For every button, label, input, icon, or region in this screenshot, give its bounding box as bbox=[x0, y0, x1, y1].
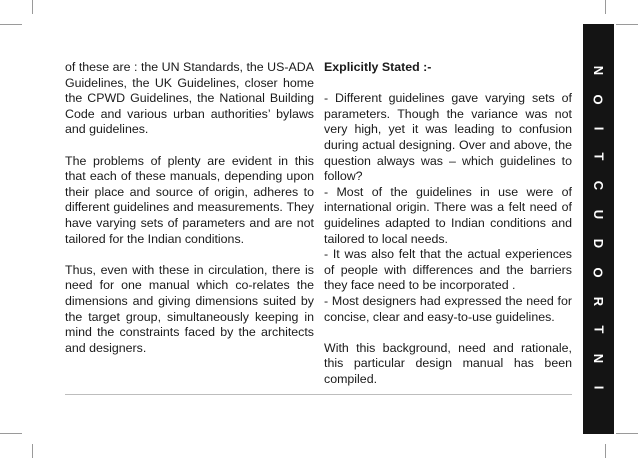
crop-mark-bottom-left-h bbox=[0, 433, 22, 434]
crop-mark-top-right-v bbox=[605, 0, 606, 14]
sidebar-letter: O bbox=[591, 94, 606, 105]
paragraph-standards: of these are : the UN Standards, the US-ADA Guidelines, the UK Guidelines, closer home the CPWD Guidelines, the National Building Code and various urban authorities’ bylaws and guidelines. bbox=[65, 60, 314, 137]
sidebar-letter: N bbox=[590, 65, 606, 76]
sidebar-letter: U bbox=[590, 209, 606, 220]
sidebar-letter: R bbox=[590, 296, 606, 306]
sidebar-title bbox=[583, 64, 614, 394]
right-text-column bbox=[324, 60, 572, 387]
section-heading: Explicitly Stated :- bbox=[324, 60, 432, 74]
closing-paragraph: With this background, need and rationale, this particular design manual has been compiled. bbox=[324, 340, 572, 386]
sidebar-letter: O bbox=[591, 267, 606, 278]
sidebar-letter: C bbox=[590, 181, 606, 191]
list-item: - It was also felt that the actual experiences of people with differences and the barriers they face need to be incorporated . bbox=[324, 247, 572, 293]
crop-mark-bottom-left-v bbox=[32, 444, 33, 458]
sidebar-letter: T bbox=[590, 325, 606, 334]
sidebar-letter: I bbox=[591, 126, 606, 130]
sidebar-letter: T bbox=[590, 152, 606, 161]
crop-mark-bottom-right-v bbox=[605, 444, 606, 458]
crop-mark-bottom-right-h bbox=[616, 433, 638, 434]
footer-divider bbox=[65, 394, 572, 395]
list-item: - Most designers had expressed the need for concise, clear and easy-to-use guidelines. bbox=[324, 293, 572, 324]
left-text-column bbox=[65, 60, 314, 356]
paragraph-need: Thus, even with these in circulation, there is need for one manual which co-relates the dimensions and giving dimensions suited by the target group, simultaneously keeping in mind the constraints faced by the architects and designers. bbox=[65, 262, 314, 355]
sidebar-letter: I bbox=[591, 385, 606, 390]
crop-mark-top-right-h bbox=[616, 24, 638, 25]
section-sidebar bbox=[583, 24, 614, 434]
sidebar-letter: N bbox=[590, 353, 606, 364]
crop-mark-top-left-v bbox=[32, 0, 33, 14]
sidebar-letter: D bbox=[590, 238, 606, 249]
paragraph-problems: The problems of plenty are evident in this that each of these manuals, depending upon their place and source of origin, adheres to different guidelines and measurements. They have varying sets of parameters and are not tailored for the Indian conditions. bbox=[65, 153, 314, 246]
crop-mark-top-left-h bbox=[0, 24, 22, 25]
list-item: - Different guidelines gave varying sets of parameters. Though the variance was not very high, yet it was leading to confusion during actual designing. Over and above, the question always was – which guidelines to follow? bbox=[324, 91, 572, 184]
list-item: - Most of the guidelines in use were of international origin. There was a felt need of guidelines adapted to Indian conditions and tailored to local needs. bbox=[324, 184, 572, 246]
